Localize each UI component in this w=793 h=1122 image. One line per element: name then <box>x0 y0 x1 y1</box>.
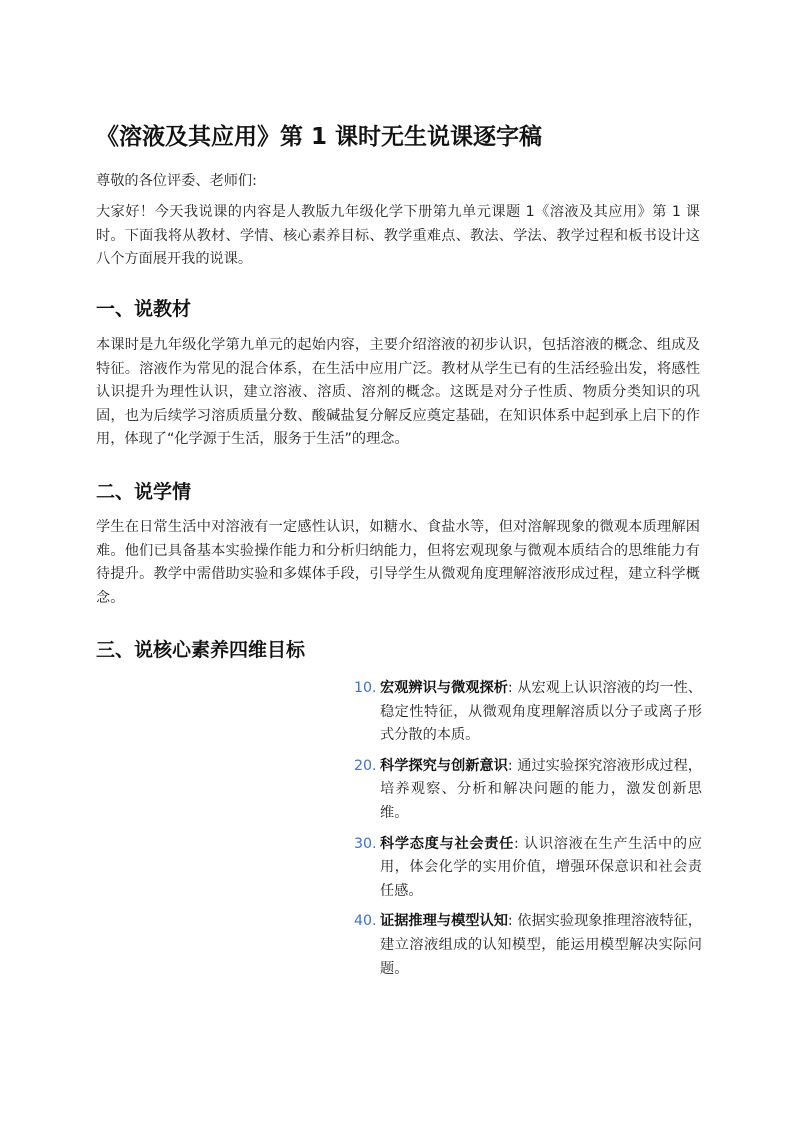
goal-text: : 从宏观上认识溶液的均一性、稳定性特征，从微观角度理解溶质以分子或离子形式分散的本质。 <box>380 680 702 744</box>
list-number: 20. <box>354 757 377 774</box>
list-item <box>354 833 702 904</box>
section-heading-goals: 三、说核心素养四维目标 <box>96 639 306 661</box>
goal-text: : 依据实验现象推理溶液特征，建立溶液组成的认知模型，能运用模型解决实际问题。 <box>380 913 702 977</box>
list-number: 10. <box>354 680 377 696</box>
intro-paragraph: 大家好！今天我说课的内容是人教版九年级化学下册第九单元课题 1《溶液及其应用》第 1 课时。下面我将从教材、学情、核心素养目标、教学重难点、教法、学法、教学过程和板书设计这八个方面展开我的说课。 <box>96 204 700 268</box>
section-heading-textbook: 一、说教材 <box>96 298 192 320</box>
greeting-paragraph: 尊敬的各位评委、老师们: <box>96 173 257 189</box>
goal-term: 科学探究与创新意识 <box>380 757 508 774</box>
goal-text: : 认识溶液在生产生活中的应用，体会化学的实用价值，增强环保意识和社会责任感。 <box>380 835 702 899</box>
goal-term: 科学态度与社会责任 <box>380 835 515 852</box>
list-number: 30. <box>354 835 377 852</box>
goal-term: 宏观辨识与微观探析 <box>380 680 508 696</box>
list-item <box>354 910 702 981</box>
section-body-students: 学生在日常生活中对溶液有一定感性认识，如糖水、食盐水等，但对溶解现象的微观本质理解困难。他们已具备基本实验操作能力和分析归纳能力，但将宏观现象与微观本质结合的思维能力有待提升。教学中需借助实验和多媒体手段，引导学生从微观角度理解溶液形成过程，建立科学概念。 <box>96 519 700 606</box>
list-number: 40. <box>354 913 377 930</box>
goal-text: : 通过实验探究溶液形成过程，培养观察、分析和解决问题的能力，激发创新思维。 <box>380 757 702 821</box>
section-heading-students: 二、说学情 <box>96 481 192 503</box>
list-item <box>354 677 702 748</box>
goals-list <box>354 677 702 988</box>
section-body-textbook: 本课时是九年级化学第九单元的起始内容，主要介绍溶液的初步认识，包括溶液的概念、组成及特征。溶液作为常见的混合体系，在生活中应用广泛。教材从学生已有的生活经验出发，将感性认识提升为理性认识，建立溶液、溶质、溶剂的概念。这既是对分子性质、物质分类知识的巩固，也为后续学习溶质质量分数、酸碱盐复分解反应奠定基础，在知识体系中起到承上启下的作用，体现了“化学源于生活，服务于生活”的理念。 <box>96 337 700 448</box>
document-title: 《溶液及其应用》第 1 课时无生说课逐字稿 <box>96 124 543 150</box>
list-item <box>354 755 702 826</box>
goal-term: 证据推理与模型认知 <box>380 913 508 930</box>
